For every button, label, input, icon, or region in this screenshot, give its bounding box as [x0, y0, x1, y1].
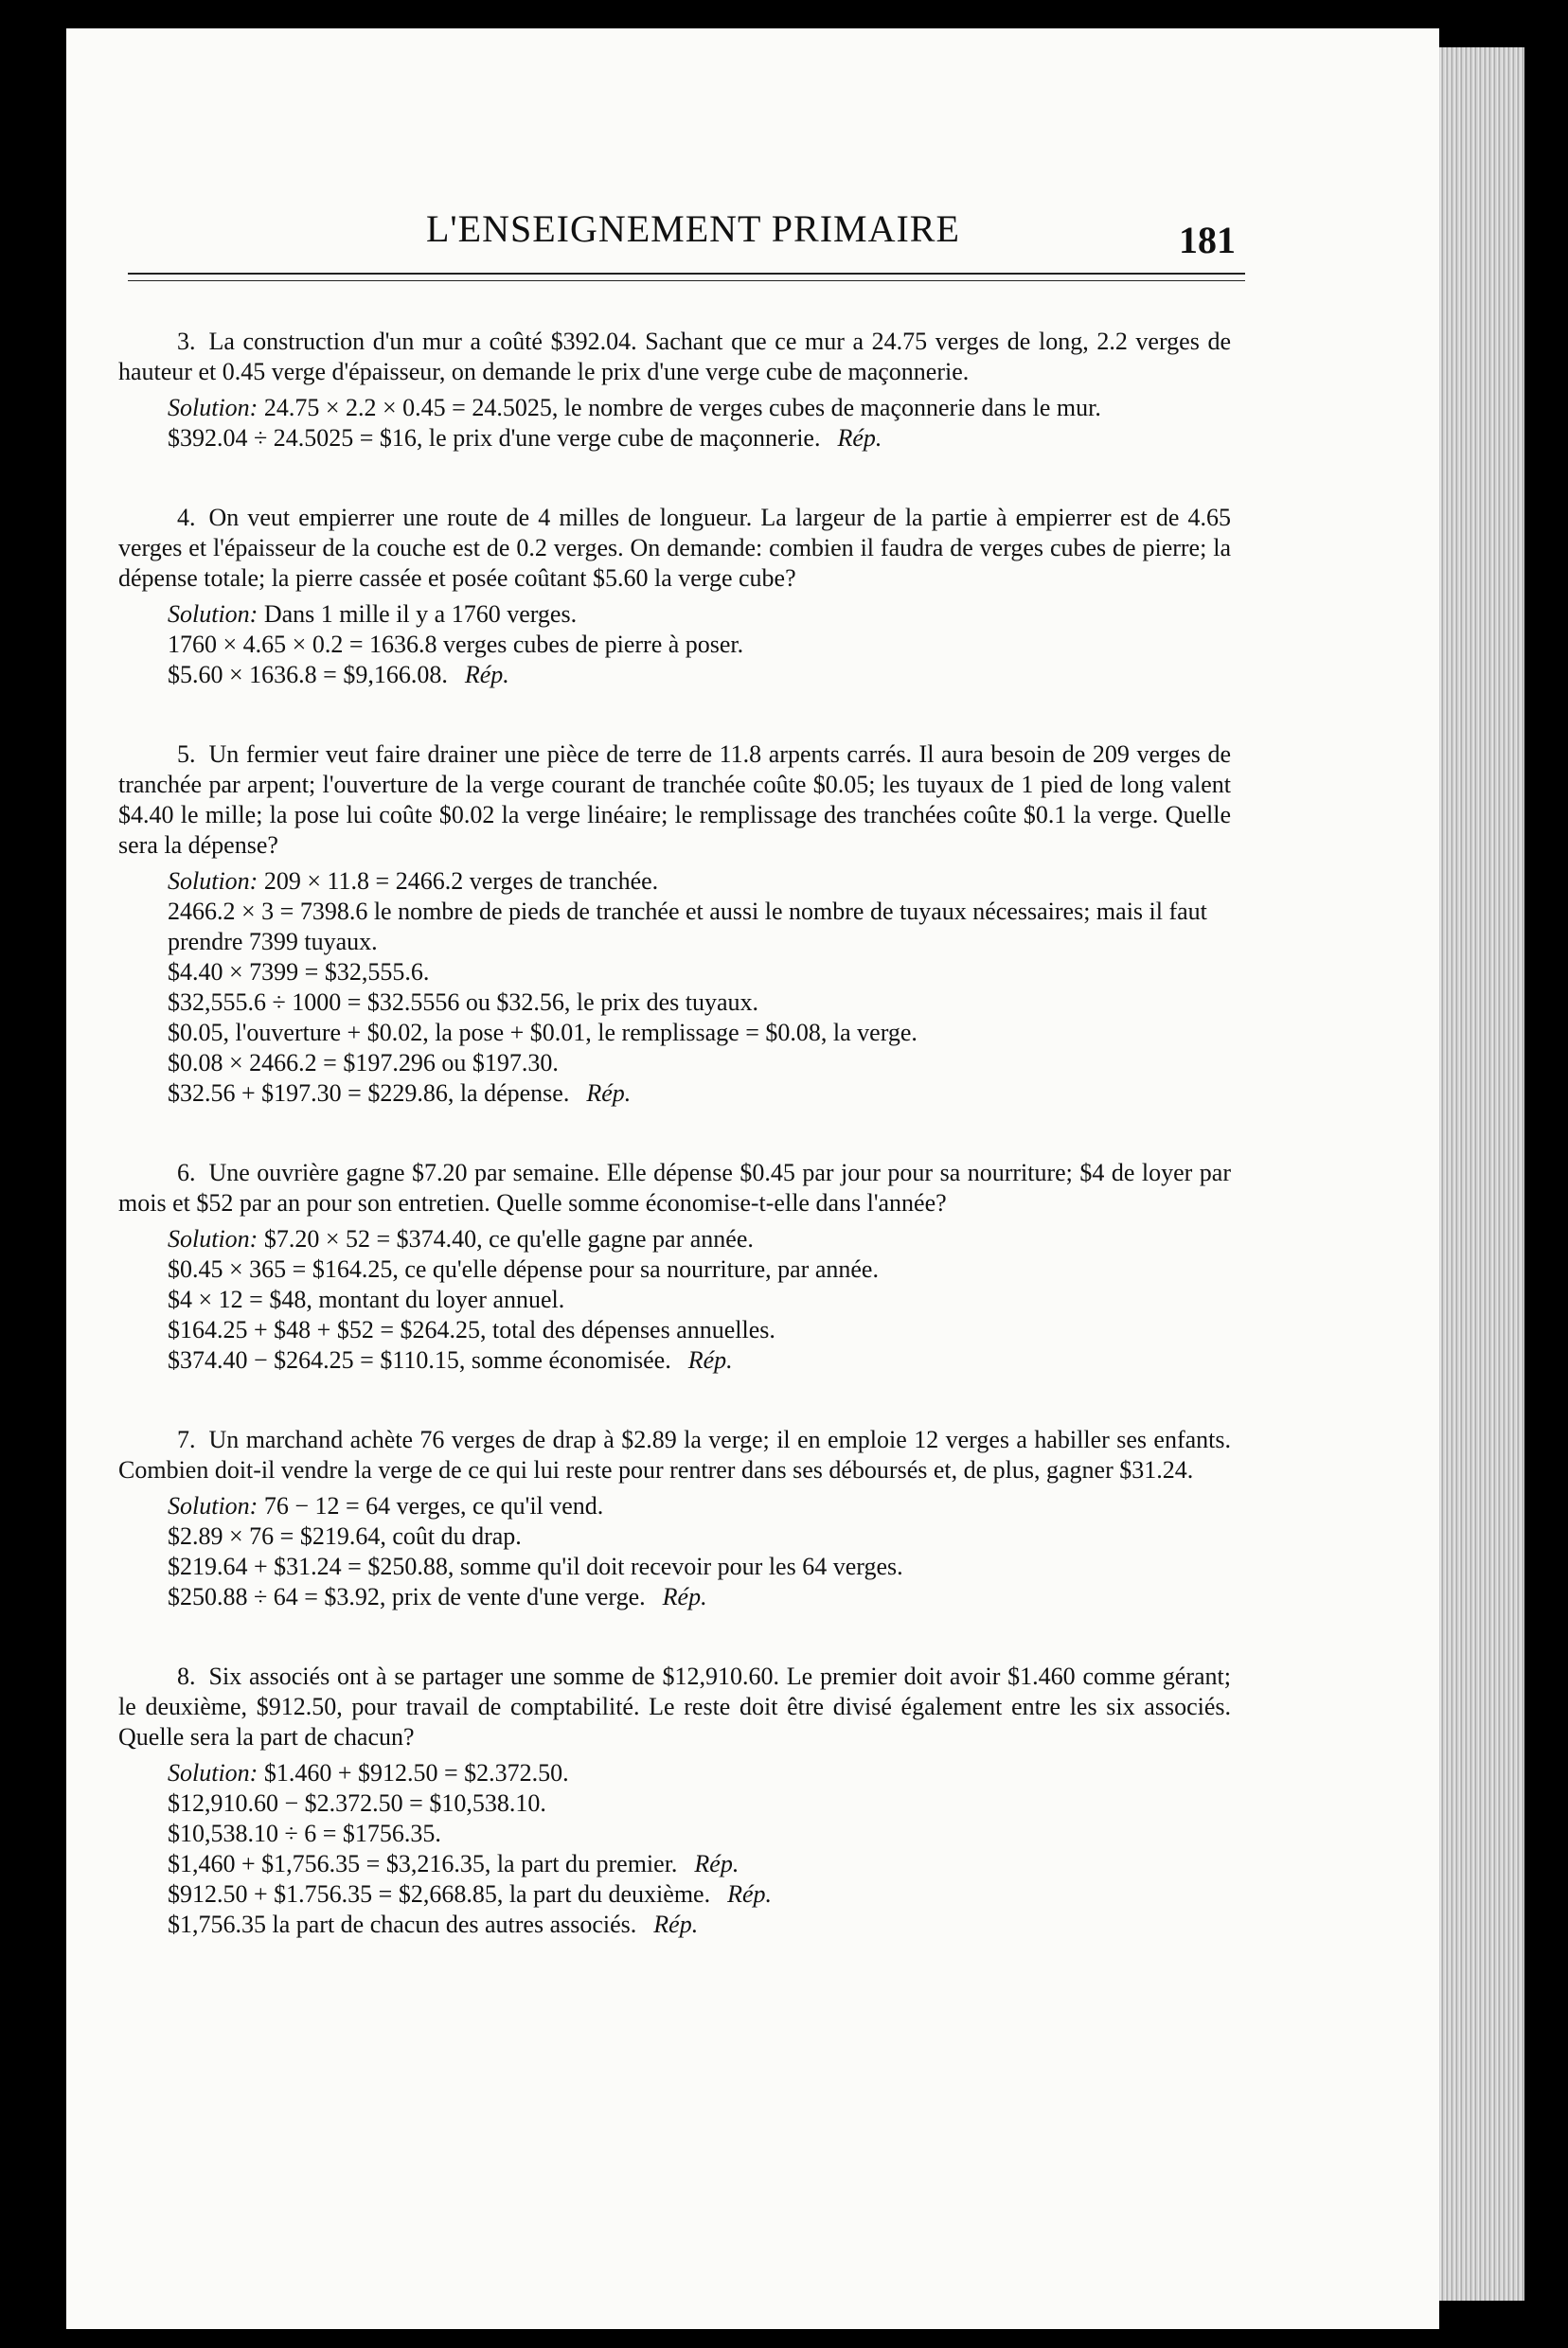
problem-block — [118, 327, 1231, 454]
problem-statement — [118, 1662, 1231, 1752]
solution-text: $912.50 + $1.756.35 = $2,668.85, la part du deuxième. — [168, 1880, 711, 1908]
solution-text: $392.04 ÷ 24.5025 = $16, le prix d'une verge cube de maçonnerie. — [168, 424, 821, 452]
problem-statement — [118, 1425, 1231, 1485]
solution-text: 209 × 11.8 = 2466.2 verges de tranchée. — [263, 867, 659, 895]
solution-line — [168, 1788, 1231, 1819]
solution-line — [168, 630, 1231, 660]
solution-label: Solution: — [168, 867, 258, 895]
solution-label: Solution: — [168, 1759, 258, 1787]
page-content — [118, 327, 1231, 1989]
solution-text: $1,756.35 la part de chacun des autres associés. — [168, 1911, 637, 1938]
solution-line — [168, 1819, 1231, 1849]
problem-number: 4. — [177, 504, 196, 531]
solution-line — [168, 1491, 1231, 1521]
solution-text: $12,910.60 − $2.372.50 = $10,538.10. — [168, 1789, 546, 1817]
solution-text: $4 × 12 = $48, montant du loyer annuel. — [168, 1286, 565, 1313]
problem-number: 6. — [177, 1159, 196, 1186]
solution-text: 2466.2 × 3 = 7398.6 le nombre de pieds de tranchée et aussi le nombre de tuyaux nécessaires; mais il faut prendre 7399 tuyaux. — [168, 898, 1207, 955]
solution-line — [168, 1910, 1231, 1940]
solution-label: Solution: — [168, 394, 258, 421]
solution-line — [168, 987, 1231, 1018]
solution-text: $1,460 + $1,756.35 = $3,216.35, la part du premier. — [168, 1850, 678, 1877]
answer-mark: Rép. — [662, 1583, 707, 1610]
solution-text: $32.56 + $197.30 = $229.86, la dépense. — [168, 1079, 570, 1107]
solution-label: Solution: — [168, 1225, 258, 1253]
page-number: 181 — [1179, 219, 1236, 261]
solution-text: $219.64 + $31.24 = $250.88, somme qu'il doit recevoir pour les 64 verges. — [168, 1553, 903, 1580]
answer-mark: Rép. — [586, 1079, 632, 1107]
answer-mark: Rép. — [694, 1850, 739, 1877]
solution-text: $164.25 + $48 + $52 = $264.25, total des dépenses annuelles. — [168, 1316, 775, 1343]
solution-label: Solution: — [168, 1492, 258, 1520]
problem-number: 7. — [177, 1426, 196, 1453]
solution-text: $0.45 × 365 = $164.25, ce qu'elle dépense pour sa nourriture, par année. — [168, 1255, 879, 1283]
problem-block — [118, 503, 1231, 690]
problem-statement — [118, 1158, 1231, 1218]
solution-line — [168, 1345, 1231, 1376]
solution-text: $250.88 ÷ 64 = $3.92, prix de vente d'une verge. — [168, 1583, 646, 1610]
problem-statement — [118, 739, 1231, 861]
solution-line — [168, 1254, 1231, 1285]
problem-block — [118, 1662, 1231, 1940]
solution-text: 1760 × 4.65 × 0.2 = 1636.8 verges cubes de pierre à poser. — [168, 631, 744, 658]
solution-line — [168, 957, 1231, 987]
solution-text: 24.75 × 2.2 × 0.45 = 24.5025, le nombre de verges cubes de maçonnerie dans le mur. — [263, 394, 1101, 421]
answer-mark: Rép. — [837, 424, 882, 452]
answer-mark: Rép. — [653, 1911, 699, 1938]
solution-text: $4.40 × 7399 = $32,555.6. — [168, 958, 430, 986]
solution-line — [168, 1048, 1231, 1078]
solution-text: 76 − 12 = 64 verges, ce qu'il vend. — [263, 1492, 604, 1520]
solution-line — [168, 897, 1231, 957]
solution-text: $10,538.10 ÷ 6 = $1756.35. — [168, 1820, 441, 1847]
solution-text: $5.60 × 1636.8 = $9,166.08. — [168, 661, 448, 688]
solution-line — [168, 1849, 1231, 1879]
problem-block — [118, 1158, 1231, 1376]
answer-mark: Rép. — [687, 1346, 733, 1374]
solution-line — [168, 660, 1231, 690]
solution-line — [168, 1582, 1231, 1612]
solution-text: Dans 1 mille il y a 1760 verges. — [263, 600, 578, 628]
solution-text: $374.40 − $264.25 = $110.15, somme économisée. — [168, 1346, 671, 1374]
problem-number: 8. — [177, 1663, 196, 1690]
problem-block — [118, 1425, 1231, 1612]
header-rule-bottom — [128, 280, 1245, 281]
solution-line — [168, 1078, 1231, 1109]
page-edges — [1439, 47, 1524, 2301]
header-rule-top — [128, 273, 1245, 275]
solution-text: $7.20 × 52 = $374.40, ce qu'elle gagne par année. — [263, 1225, 754, 1253]
solution-line — [168, 1018, 1231, 1048]
solution-text: $1.460 + $912.50 = $2.372.50. — [263, 1759, 569, 1787]
solution-line — [168, 1879, 1231, 1910]
problem-number: 5. — [177, 740, 196, 768]
problem-number: 3. — [177, 328, 196, 355]
solution-text: $0.05, l'ouverture + $0.02, la pose + $0.01, le remplissage = $0.08, la verge. — [168, 1019, 918, 1046]
problem-text: Six associés ont à se partager une somme de $12,910.60. Le premier doit avoir $1.460 comme gérant; le deuxième, $912.50, pour travail de comptabilité. Le reste doit être divisé également entre les six associés. Quelle sera la part de chacun? — [118, 1663, 1231, 1751]
problem-text: Un marchand achète 76 verges de drap à $2.89 la verge; il en emploie 12 verges a habiller ses enfants. Combien doit-il vendre la verge de ce qui lui reste pour rentrer dans ses déboursés et, de plus, gagner $31.24. — [118, 1426, 1231, 1484]
solution-line — [168, 1552, 1231, 1582]
solution-line — [168, 866, 1231, 897]
problem-block — [118, 739, 1231, 1109]
running-header: L'ENSEIGNEMENT PRIMAIRE — [426, 207, 960, 250]
problem-statement — [118, 327, 1231, 387]
solution-line — [168, 599, 1231, 630]
problem-text: On veut empierrer une route de 4 milles de longueur. La largeur de la partie à empierrer est de 4.65 verges et l'épaisseur de la couche est de 0.2 verges. On demande: combien il faudra de verges cubes de pierre; la dépense totale; la pierre cassée et posée coûtant $5.60 la verge cube? — [118, 504, 1231, 592]
solution-line — [168, 1224, 1231, 1254]
answer-mark: Rép. — [464, 661, 509, 688]
solution-text: $2.89 × 76 = $219.64, coût du drap. — [168, 1522, 522, 1550]
solution-text: $32,555.6 ÷ 1000 = $32.5556 ou $32.56, le prix des tuyaux. — [168, 988, 758, 1016]
solution-label: Solution: — [168, 600, 258, 628]
solution-line — [168, 1758, 1231, 1788]
solution-line — [168, 423, 1231, 454]
problem-statement — [118, 503, 1231, 594]
solution-text: $0.08 × 2466.2 = $197.296 ou $197.30. — [168, 1049, 559, 1076]
problem-text: La construction d'un mur a coûté $392.04. Sachant que ce mur a 24.75 verges de long, 2.2 verges de hauteur et 0.45 verge d'épaisseur, on demande le prix d'une verge cube de maçonnerie. — [118, 328, 1231, 385]
solution-line — [168, 1285, 1231, 1315]
solution-line — [168, 393, 1231, 423]
solution-line — [168, 1315, 1231, 1345]
solution-line — [168, 1521, 1231, 1552]
problem-text: Un fermier veut faire drainer une pièce de terre de 11.8 arpents carrés. Il aura besoin de 209 verges de tranchée par arpent; l'ouverture de la verge courant de tranchée coûte $0.05; les tuyaux de 1 pied de long valent $4.40 le mille; la pose lui coûte $0.02 la verge linéaire; le remplissage des tranchées coûte $0.1 la verge. Quelle sera la dépense? — [118, 740, 1231, 859]
answer-mark: Rép. — [727, 1880, 773, 1908]
problem-text: Une ouvrière gagne $7.20 par semaine. Elle dépense $0.45 par jour pour sa nourriture; $4 de loyer par mois et $52 par an pour son entretien. Quelle somme économise-t-elle dans l'année? — [118, 1159, 1231, 1217]
